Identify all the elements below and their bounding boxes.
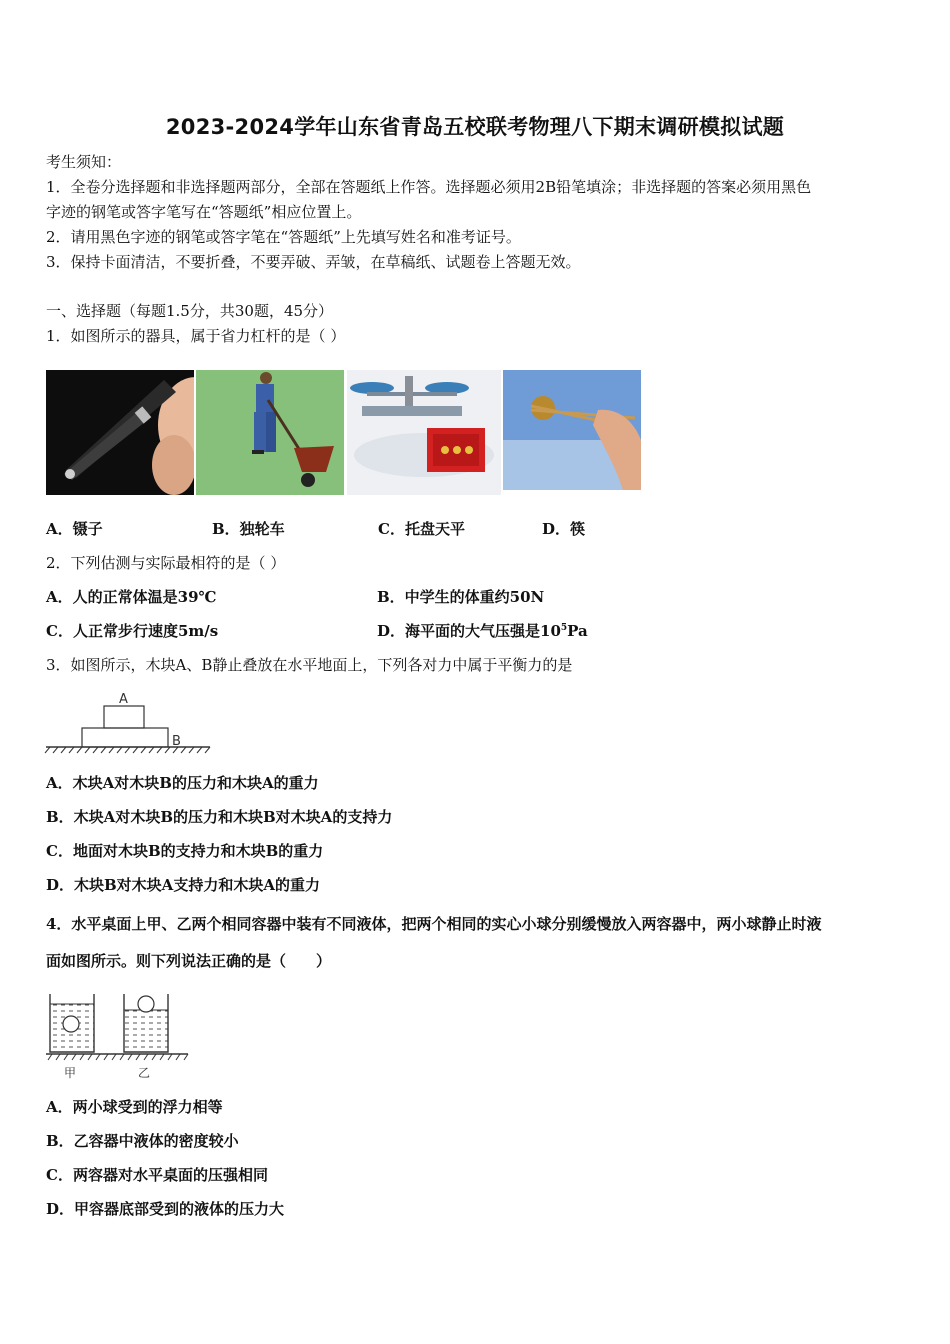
q1-option-a: A．镊子: [46, 520, 103, 538]
q2-stem: 2．下列估测与实际最相符的是（ ）: [46, 554, 286, 572]
notice-heading: 考生须知：: [46, 153, 122, 171]
q4-option-b: B．乙容器中液体的密度较小: [46, 1132, 239, 1150]
q4-stem-line1: 4．水平桌面上甲、乙两个相同容器中装有不同液体，把两个相同的实心小球分别缓慢放入两容器中，两小球静止时液: [46, 915, 822, 933]
q1-option-d: D．筷: [542, 520, 586, 538]
q3-blocks-figure: [44, 688, 214, 756]
table-hatching: [48, 1054, 188, 1060]
section-heading: 一、选择题（每题1.5分，共30题，45分）: [46, 302, 334, 320]
q2-option-a: A．人的正常体温是39℃: [46, 588, 217, 606]
q2-option-d-text: D．海平面的大气压强是10: [377, 622, 561, 640]
label-b: B: [172, 734, 181, 749]
q3-stem: 3．如图所示，木块A、B静止叠放在水平地面上，下列各对力中属于平衡力的是: [46, 656, 573, 674]
q3-option-d: D．木块B对木块A支持力和木块A的重力: [46, 876, 320, 894]
label-a: A: [119, 692, 128, 707]
q2-option-c: C．人正常步行速度5m/s: [46, 622, 219, 640]
q4-option-a: A．两小球受到的浮力相等: [46, 1098, 223, 1116]
label-yi: 乙: [138, 1066, 151, 1080]
q2-option-d-unit: Pa: [567, 622, 588, 640]
balance-scale-image: [347, 370, 501, 495]
q1-option-b: B．独轮车: [212, 520, 285, 538]
tweezers-image: [46, 370, 194, 495]
wheelbarrow-image: [196, 370, 344, 495]
q3-option-b: B．木块A对木块B的压力和木块B对木块A的支持力: [46, 808, 393, 826]
right-ball: [138, 996, 154, 1012]
chopsticks-image: [503, 370, 641, 490]
block-b: [82, 728, 168, 747]
left-ball: [63, 1016, 79, 1032]
q2-option-d: [377, 622, 588, 640]
q3-option-c: C．地面对木块B的支持力和木块B的重力: [46, 842, 324, 860]
ground-hatching: [45, 747, 210, 753]
q4-containers-figure: [44, 990, 192, 1082]
q3-option-a: A．木块A对木块B的压力和木块A的重力: [46, 774, 319, 792]
notice-line-4: 3．保持卡面清洁，不要折叠，不要弄破、弄皱，在草稿纸、试题卷上答题无效。: [46, 253, 581, 271]
block-a: [104, 706, 144, 728]
q4-stem-line2: 面如图所示。则下列说法正确的是（ ）: [46, 952, 332, 970]
notice-line-2: 字迹的钢笔或答字笔写在“答题纸”相应位置上。: [46, 203, 362, 221]
q1-option-c: C．托盘天平: [378, 520, 465, 538]
q4-option-d: D．甲容器底部受到的液体的压力大: [46, 1200, 285, 1218]
q1-stem: 1．如图所示的器具，属于省力杠杆的是（ ）: [46, 327, 346, 345]
q2-option-b: B．中学生的体重约50N: [377, 588, 545, 606]
notice-line-3: 2．请用黑色字迹的钢笔或答字笔在“答题纸”上先填写姓名和准考证号。: [46, 228, 521, 246]
q4-option-c: C．两容器对水平桌面的压强相同: [46, 1166, 268, 1184]
page-title: 2023-2024学年山东省青岛五校联考物理八下期末调研模拟试题: [165, 115, 785, 139]
notice-line-1: 1．全卷分选择题和非选择题两部分，全部在答题纸上作答。选择题必须用2B铅笔填涂；非选择题的答案必须用黑色: [46, 178, 812, 196]
right-liquid: [124, 1010, 168, 1052]
q2-option-d-exponent: 5: [560, 623, 568, 633]
label-jia: 甲: [64, 1066, 77, 1080]
